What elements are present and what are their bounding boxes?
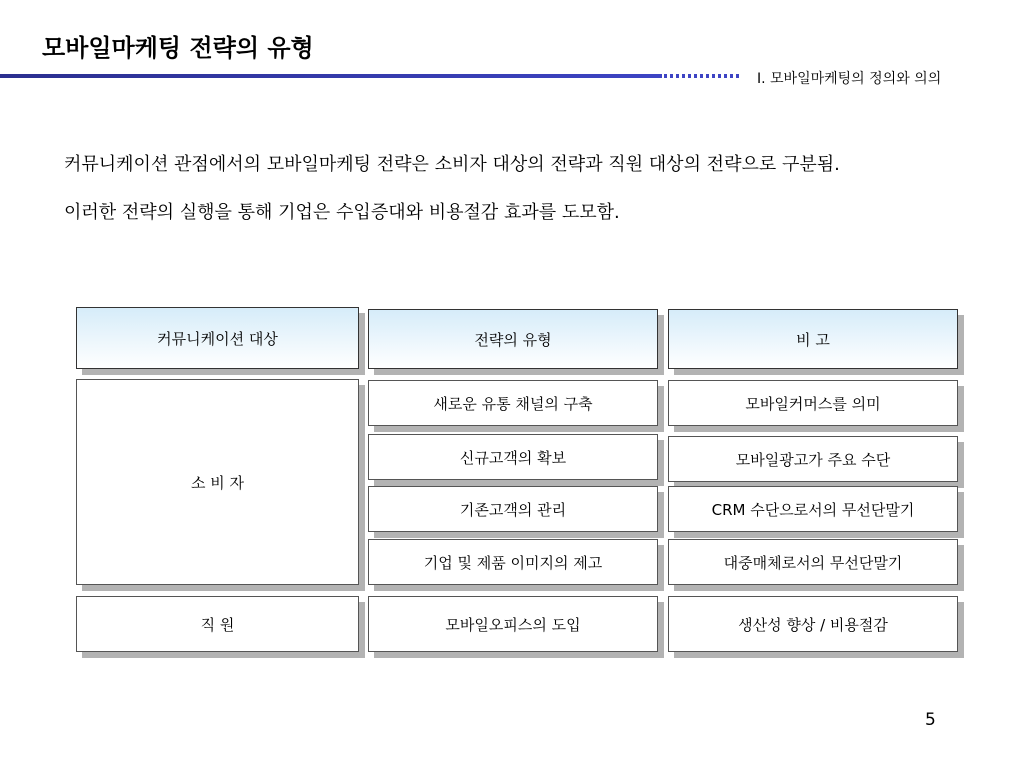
header-cell-remark: 비 고: [668, 309, 958, 369]
consumer-label-cell: 소 비 자: [76, 379, 359, 585]
strategy-cell: 신규고객의 확보: [368, 434, 658, 480]
strategy-cell: 기존고객의 관리: [368, 486, 658, 532]
employee-remark-cell: 생산성 향상 / 비용절감: [668, 596, 958, 652]
employee-strategy-cell: 모바일오피스의 도입: [368, 596, 658, 652]
remark-cell: CRM 수단으로서의 무선단말기: [668, 486, 958, 532]
strategy-cell: 새로운 유통 채널의 구축: [368, 380, 658, 426]
intro-line-1: 커뮤니케이션 관점에서의 모바일마케팅 전략은 소비자 대상의 전략과 직원 대상의 전략으로 구분됨.: [64, 154, 840, 175]
remark-cell: 모바일광고가 주요 수단: [668, 436, 958, 482]
remark-cell: 모바일커머스를 의미: [668, 380, 958, 426]
intro-line-2: 이러한 전략의 실행을 통해 기업은 수입증대와 비용절감 효과를 도모함.: [64, 202, 620, 223]
header-cell-strategy: 전략의 유형: [368, 309, 658, 369]
strategy-cell: 기업 및 제품 이미지의 제고: [368, 539, 658, 585]
header-rule: [0, 74, 662, 78]
section-label: Ⅰ. 모바일마케팅의 정의와 의의: [757, 71, 942, 87]
remark-cell: 대중매체로서의 무선단말기: [668, 539, 958, 585]
header-rule-dots: [664, 74, 742, 78]
header-cell-target: 커뮤니케이션 대상: [76, 307, 359, 369]
employee-label-cell: 직 원: [76, 596, 359, 652]
page-title: 모바일마케팅 전략의 유형: [42, 33, 314, 62]
page-number: 5: [925, 710, 936, 730]
